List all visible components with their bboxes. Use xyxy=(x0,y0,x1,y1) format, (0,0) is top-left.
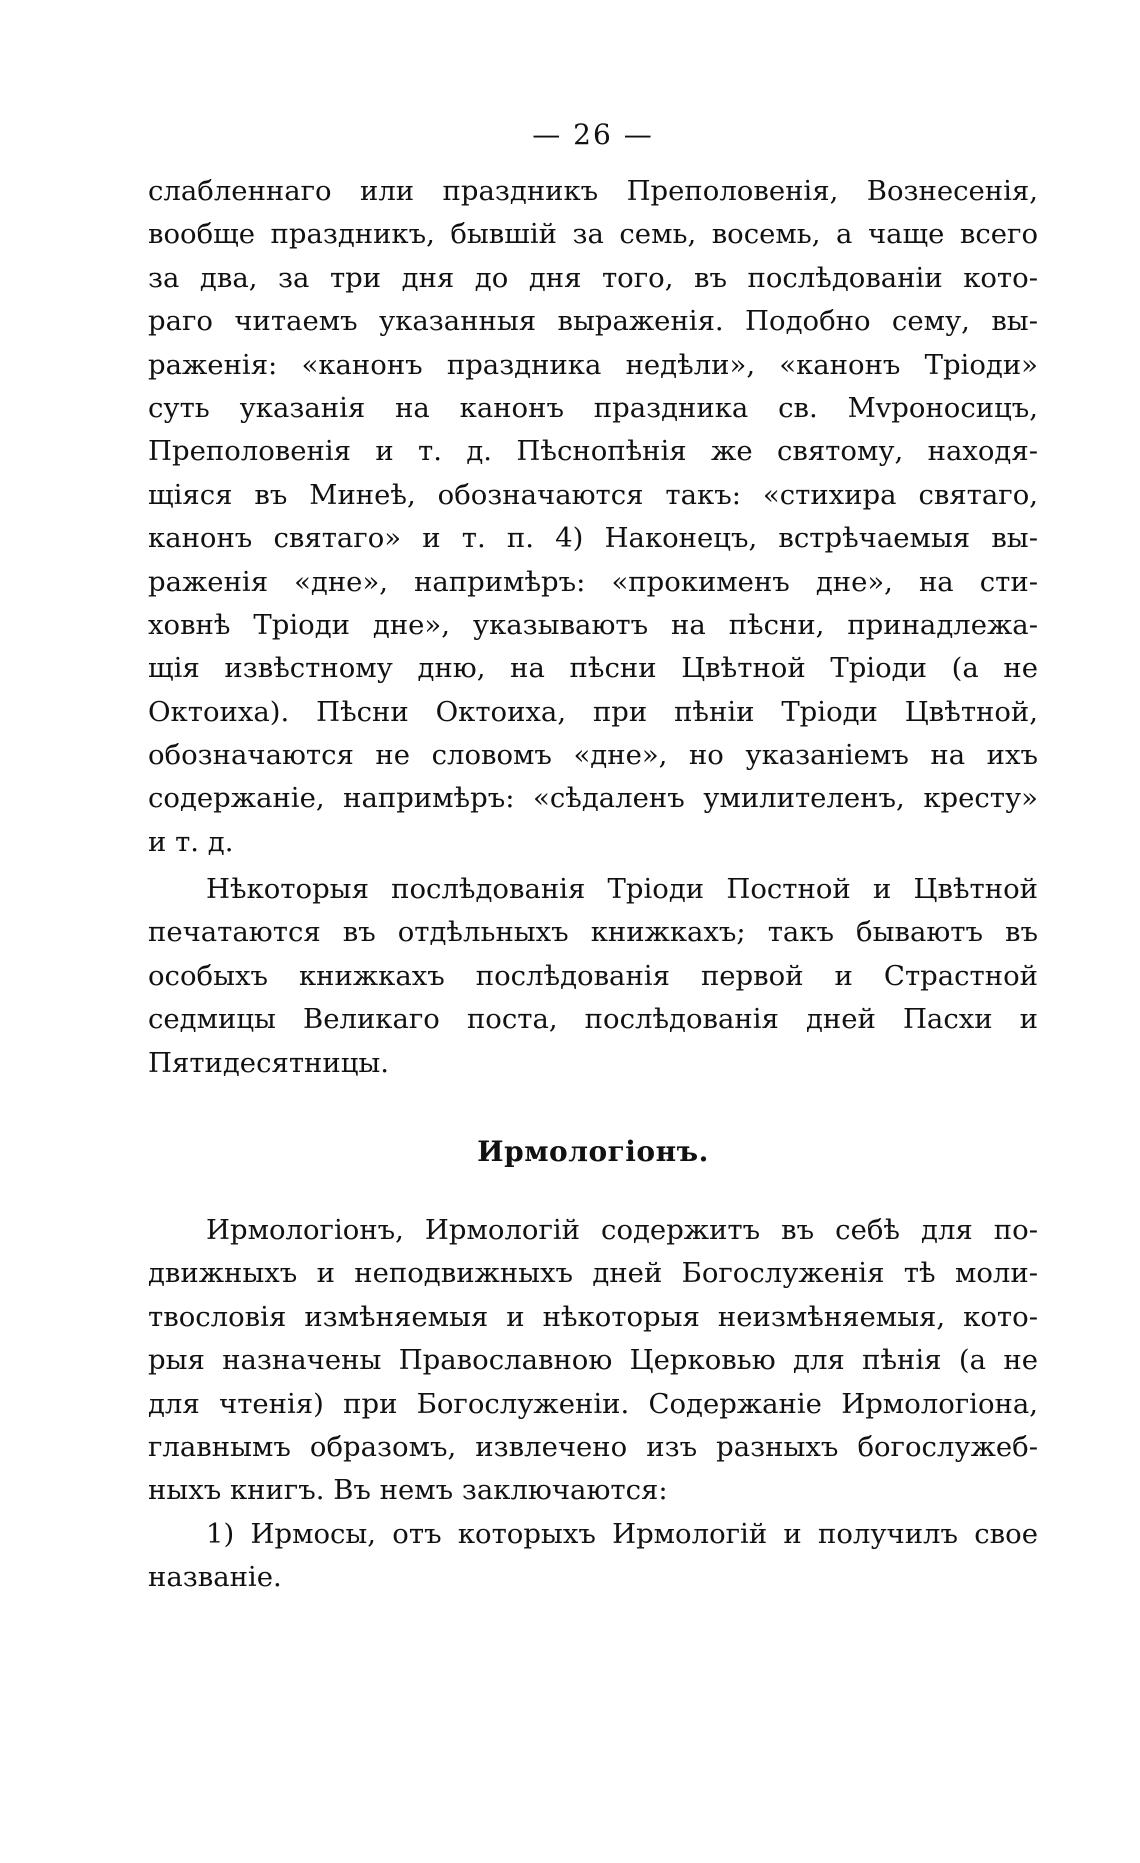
text-line: печатаются въ отдѣльныхъ книжкахъ; такъ бываютъ въ xyxy=(148,916,1038,949)
text-line: особыхъ книжкахъ послѣдованія первой и Страстной xyxy=(148,959,1038,992)
paragraph-3 xyxy=(148,1209,1038,1513)
text-line: Нѣкоторыя послѣдованія Тріоди Постной и Цвѣтной xyxy=(206,873,1038,905)
text-line: щія извѣстному дню, на пѣсни Цвѣтной Тріоди (а не xyxy=(148,652,1038,685)
text-line: Преполовенія и т. д. Пѣснопѣнія же святому, находя- xyxy=(148,435,1038,468)
paragraph-2 xyxy=(148,868,1038,1085)
paragraph-1 xyxy=(148,170,1038,864)
text-line: ховнѣ Тріоди дне», указываютъ на пѣсни, принадлежа- xyxy=(148,608,1038,641)
text-line: раго читаемъ указанныя выраженія. Подобно сему, вы- xyxy=(148,305,1038,338)
text-line: седмицы Великаго поста, послѣдованія дней Пасхи и xyxy=(148,1003,1038,1036)
text-line: Пятидесятницы. xyxy=(148,1046,390,1079)
text-line: раженія: «канонъ праздника недѣли», «канонъ Тріоди» xyxy=(148,348,1038,381)
text-line: вообще праздникъ, бывшій за семь, восемь, а чаще всего xyxy=(148,218,1038,251)
text-line: главнымъ образомъ, извлечено изъ разныхъ богослужеб- xyxy=(148,1430,1038,1463)
text-line: рыя назначены Православною Церковью для пѣнія (а не xyxy=(148,1344,1038,1377)
section-heading: Ирмологіонъ. xyxy=(477,1135,709,1168)
text-line: названіе. xyxy=(148,1561,282,1594)
text-line: канонъ святаго» и т. п. 4) Наконецъ, встрѣчаемыя вы- xyxy=(148,522,1038,555)
paragraph-4 xyxy=(148,1513,1038,1600)
text-line: Ирмологіонъ, Ирмологій содержитъ въ себѣ для по- xyxy=(206,1214,1038,1246)
text-line: Октоиха). Пѣсни Октоиха, при пѣніи Тріоди Цвѣтной, xyxy=(148,695,1038,728)
text-line: за два, за три дня до дня того, въ послѣдованіи кото- xyxy=(148,261,1038,294)
text-line: раженія «дне», напримѣръ: «прокименъ дне», на сти- xyxy=(148,565,1038,598)
text-line: для чтенія) при Богослуженіи. Содержаніе Ирмологіона, xyxy=(148,1387,1038,1420)
text-line: и т. д. xyxy=(148,825,234,858)
text-line: 1) Ирмосы, отъ которыхъ Ирмологій и получилъ свое xyxy=(206,1518,1038,1550)
text-line: щіяся въ Минеѣ, обозначаются такъ: «стихира святаго, xyxy=(148,478,1038,511)
text-line: слабленнаго или праздникъ Преполовенія, Вознесенія, xyxy=(148,175,1038,207)
text-line: обозначаются не словомъ «дне», но указаніемъ на ихъ xyxy=(148,739,1038,772)
text-line: ныхъ книгъ. Въ немъ заключаются: xyxy=(148,1474,668,1507)
text-line: суть указанія на канонъ праздника св. Мvроносицъ, xyxy=(148,391,1038,424)
text-line: содержаніе, напримѣръ: «сѣдаленъ умилителенъ, кресту» xyxy=(148,782,1038,815)
text-line: движныхъ и неподвижныхъ дней Богослуженія тѣ моли- xyxy=(148,1257,1038,1290)
text-line: твословія измѣняемыя и нѣкоторыя неизмѣняемыя, кото- xyxy=(148,1300,1038,1333)
page-number: — 26 — xyxy=(532,118,654,151)
